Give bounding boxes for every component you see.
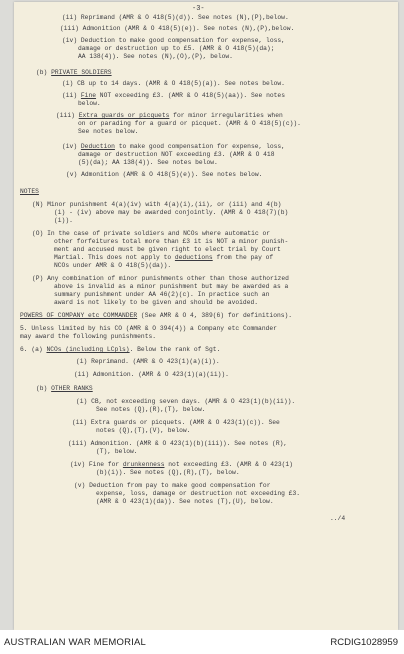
- text-line: (5)(da); AA 138(4)). See notes below.: [78, 159, 218, 166]
- text-line: NOTES: [20, 188, 39, 195]
- text-line: (iv) Deduction to make good compensation for expense, loss,: [62, 143, 285, 150]
- text-line: on or parading for a guard or picquet. (AMR & O 418(5)(c)).: [78, 120, 301, 127]
- text-line: (i) Reprimand. (AMR & O 423(1)(a)(i)).: [76, 358, 220, 365]
- text-line: notes (Q),(T),(V), below.: [96, 427, 191, 434]
- text-line: expense, loss, damage or destruction not exceeding £3.: [96, 490, 301, 497]
- document-page: [14, 2, 398, 630]
- text-line: POWERS OF COMPANY etc COMMANDER (See AMR & O 4, 389(6) for definitions).: [20, 312, 293, 319]
- text-line: above is invalid as a minor punishment but may be awarded as a: [54, 283, 289, 290]
- text-line: NCOs under AMR & O 418(5)(da)).: [54, 262, 172, 269]
- text-line: award is not likely to be given and should be avoided.: [54, 299, 259, 306]
- text-line: (i) CB, not exceeding seven days. (AMR & O 423(1)(b)(ii)).: [76, 398, 296, 405]
- text-line: AA 138(4)). See notes (N),(O),(P), below.: [78, 53, 233, 60]
- text-line: (v) Admonition (AMR & O 418(5)(e)). See notes below.: [66, 171, 263, 178]
- text-line: damage or destruction NOT exceeding £3. (AMR & O 418: [78, 151, 275, 158]
- text-line: (iv) Fine for drunkenness not exceeding £3. (AMR & O 423(1): [70, 461, 293, 468]
- text-line: may award the following punishments.: [20, 333, 157, 340]
- page-number: -3-: [192, 5, 205, 13]
- text-line: Martial. This does not apply to deductions from the pay of: [54, 254, 274, 261]
- text-line: (O) In the case of private soldiers and NCOs where automatic or: [32, 230, 271, 237]
- text-line: other forfeitures total more than £3 it is NOT a minor punish-: [54, 238, 289, 245]
- text-line: 6. (a) NCOs (including LCpls). Below the rank of Sgt.: [20, 346, 221, 353]
- archive-footer: [0, 630, 404, 654]
- text-line: (b) OTHER RANKS: [36, 385, 93, 392]
- text-line: ment and accused must be given right to elect trial by Court: [54, 246, 281, 253]
- text-line: (iii) Admonition (AMR & O 418(5)(e)). See notes (N),(P),below.: [60, 25, 295, 32]
- text-line: summary punishment under AA 46(2)(c). In practice such an: [54, 291, 270, 298]
- text-line: (ii) Fine NOT exceeding £3. (AMR & O 418(5)(aa)). See notes: [62, 92, 285, 99]
- text-line: (i)).: [54, 217, 73, 224]
- archive-name: AUSTRALIAN WAR MEMORIAL: [4, 637, 147, 648]
- text-line: (T), below.: [96, 448, 138, 455]
- text-line: (ii) Extra guards or picquets. (AMR & O 423(1)(c)). See: [72, 419, 280, 426]
- record-id: RCDIG1028959: [330, 637, 398, 648]
- text-line: (i) - (iv) above may be awarded conjointly. (AMR & O 418(7)(b): [54, 209, 289, 216]
- text-line: below.: [78, 100, 101, 107]
- text-line: (b)(i)). See notes (Q),(R),(T), below.: [96, 469, 240, 476]
- text-line: (iii) Extra guards or picquets for minor irregularities when: [56, 112, 283, 119]
- text-line: (N) Minor punishment 4(a)(iv) with 4(a)(i),(ii), or (iii) and 4(b): [32, 201, 282, 208]
- document-body: [14, 2, 398, 630]
- text-line: See notes (Q),(R),(T), below.: [96, 406, 206, 413]
- text-line: (b) PRIVATE SOLDIERS: [36, 69, 112, 76]
- text-line: (AMR & O 423(1)(da)). See notes (T),(U), below.: [96, 498, 274, 505]
- text-line: 5. Unless limited by his CO (AMR & O 394(4)) a Company etc Commander: [20, 325, 277, 332]
- text-line: (ii) Reprimand (AMR & O 418(5)(d)). See notes (N),(P),below.: [62, 14, 289, 21]
- text-line: (iv) Deduction to make good compensation for expense, loss,: [62, 37, 285, 44]
- text-line: See notes below.: [78, 128, 139, 135]
- text-line: (iii) Admonition. (AMR & O 423(1)(b)(iii)). See notes (R),: [68, 440, 288, 447]
- text-line: (P) Any combination of minor punishments other than those authorized: [32, 275, 289, 282]
- text-line: (v) Deduction from pay to make good compensation for: [74, 482, 271, 489]
- text-line: (i) CB up to 14 days. (AMR & O 418(5)(a)). See notes below.: [62, 80, 285, 87]
- text-line: (ii) Admonition. (AMR & O 423(1)(a)(ii)).: [74, 371, 229, 378]
- text-line: damage or destruction up to £5. (AMR & O 418(5)(da);: [78, 45, 275, 52]
- text-line: ../4: [330, 515, 346, 522]
